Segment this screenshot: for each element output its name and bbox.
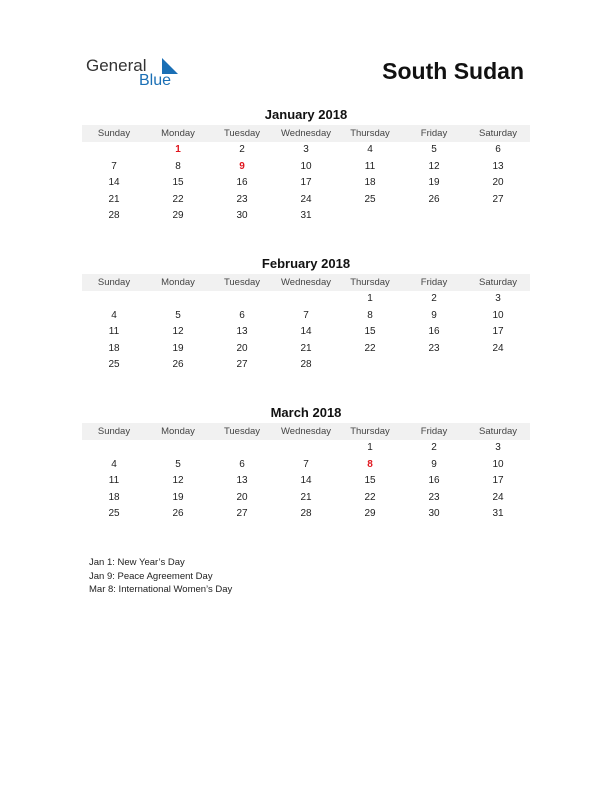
day-cell: 1 [367, 293, 373, 304]
weekday-label: Tuesday [223, 426, 261, 437]
day-cell: 2 [239, 144, 245, 155]
generalblue-logo [86, 56, 186, 92]
day-cell: 15 [172, 177, 184, 189]
month-weeks [82, 440, 530, 523]
week-row [82, 192, 530, 209]
day-cell: 14 [300, 326, 312, 338]
month-january [82, 106, 530, 225]
day-cell: 9 [431, 458, 437, 470]
day-cell: 12 [172, 326, 184, 338]
day-cell: 5 [175, 309, 181, 321]
empty-day-cell [338, 208, 402, 225]
weekday-header [82, 125, 530, 142]
day-cell: 2 [431, 293, 437, 304]
week-row [82, 341, 530, 358]
day-cell: 26 [172, 359, 184, 371]
day-cell: 25 [364, 193, 376, 205]
empty-day-cell [146, 440, 210, 457]
day-cell: 17 [492, 326, 504, 338]
day-cell: 14 [300, 475, 312, 487]
empty-day-cell [210, 440, 274, 457]
month-weeks [82, 142, 530, 225]
logo-blue-text: Blue [139, 72, 172, 89]
weekday-label: Monday [161, 277, 195, 288]
day-cell: 10 [492, 458, 504, 470]
holiday-day-cell: 9 [239, 160, 245, 172]
day-cell: 10 [300, 160, 312, 172]
month-title: January 2018 [264, 107, 348, 122]
day-cell: 23 [428, 491, 440, 503]
month-february [82, 255, 530, 374]
weekday-label: Monday [161, 128, 195, 139]
day-cell: 31 [492, 508, 504, 520]
day-cell: 16 [236, 177, 248, 189]
weekday-header [82, 274, 530, 291]
day-cell: 7 [303, 458, 309, 470]
empty-day-cell [82, 142, 146, 159]
weekday-label: Friday [420, 426, 448, 437]
day-cell: 4 [111, 458, 117, 470]
day-cell: 20 [492, 177, 504, 189]
day-cell: 7 [111, 160, 117, 172]
empty-day-cell [274, 291, 338, 308]
week-row [82, 357, 530, 374]
weekday-label: Thursday [350, 426, 390, 437]
day-cell: 19 [172, 491, 184, 503]
day-cell: 14 [108, 177, 120, 189]
day-cell: 3 [495, 293, 501, 304]
day-cell: 30 [236, 210, 248, 222]
empty-day-cell [466, 208, 530, 225]
week-row [82, 159, 530, 176]
day-cell: 6 [239, 309, 245, 321]
day-cell: 7 [303, 309, 309, 321]
empty-day-cell [402, 208, 466, 225]
day-cell: 12 [428, 160, 440, 172]
day-cell: 21 [300, 342, 312, 354]
week-row [82, 473, 530, 490]
weekday-header [82, 423, 530, 440]
empty-day-cell [210, 291, 274, 308]
month-march [82, 404, 530, 523]
day-cell: 13 [236, 326, 248, 338]
day-cell: 30 [428, 508, 440, 520]
empty-day-cell [402, 357, 466, 374]
day-cell: 20 [236, 491, 248, 503]
day-cell: 29 [172, 210, 184, 222]
week-row [82, 490, 530, 507]
weekday-label: Sunday [97, 426, 131, 437]
day-cell: 20 [236, 342, 248, 354]
day-cell: 17 [492, 475, 504, 487]
holiday-notes [89, 556, 232, 597]
day-cell: 3 [303, 144, 309, 155]
day-cell: 6 [239, 458, 245, 470]
day-cell: 4 [367, 144, 373, 155]
weekday-label: Saturday [478, 128, 518, 139]
weekday-label: Monday [161, 426, 195, 437]
day-cell: 21 [108, 193, 120, 205]
day-cell: 12 [172, 475, 184, 487]
empty-day-cell [274, 440, 338, 457]
day-cell: 22 [172, 193, 184, 205]
day-cell: 25 [108, 508, 120, 520]
day-cell: 27 [492, 193, 504, 205]
day-cell: 17 [300, 177, 312, 189]
weekday-label: Thursday [350, 128, 390, 139]
week-row [82, 506, 530, 523]
day-cell: 18 [108, 491, 120, 503]
day-cell: 5 [175, 458, 181, 470]
day-cell: 15 [364, 475, 376, 487]
logo-general-text: General [86, 56, 147, 75]
day-cell: 19 [428, 177, 440, 189]
empty-day-cell [338, 357, 402, 374]
day-cell: 19 [172, 342, 184, 354]
weekday-label: Friday [420, 128, 448, 139]
day-cell: 26 [428, 193, 440, 205]
week-row [82, 440, 530, 457]
day-cell: 24 [492, 342, 504, 354]
day-cell: 22 [364, 342, 376, 354]
month-weeks [82, 291, 530, 374]
week-row [82, 457, 530, 474]
day-cell: 22 [364, 491, 376, 503]
day-cell: 28 [108, 210, 120, 222]
day-cell: 3 [495, 442, 501, 453]
empty-day-cell [146, 291, 210, 308]
week-row [82, 308, 530, 325]
day-cell: 6 [495, 144, 501, 155]
day-cell: 18 [108, 342, 120, 354]
day-cell: 13 [492, 160, 504, 172]
day-cell: 15 [364, 326, 376, 338]
country-title: South Sudan [382, 58, 524, 84]
day-cell: 31 [300, 210, 312, 222]
month-title: February 2018 [261, 256, 351, 271]
day-cell: 16 [428, 326, 440, 338]
day-cell: 13 [236, 475, 248, 487]
day-cell: 10 [492, 309, 504, 321]
day-cell: 27 [236, 359, 248, 371]
empty-day-cell [82, 291, 146, 308]
day-cell: 5 [431, 144, 437, 155]
day-cell: 11 [108, 326, 120, 338]
day-cell: 24 [492, 491, 504, 503]
weekday-label: Sunday [97, 128, 131, 139]
empty-day-cell [466, 357, 530, 374]
weekday-label: Saturday [478, 277, 518, 288]
day-cell: 28 [300, 508, 312, 520]
day-cell: 27 [236, 508, 248, 520]
week-row [82, 208, 530, 225]
holiday-note: Mar 8: International Women’s Day [89, 584, 233, 595]
day-cell: 9 [431, 309, 437, 321]
holiday-note: Jan 1: New Year’s Day [89, 557, 185, 568]
weekday-label: Wednesday [281, 277, 331, 288]
holiday-day-cell: 8 [367, 458, 373, 470]
week-row [82, 291, 530, 308]
holiday-day-cell: 1 [175, 144, 181, 155]
weekday-label: Wednesday [281, 128, 331, 139]
day-cell: 4 [111, 309, 117, 321]
holiday-note: Jan 9: Peace Agreement Day [89, 570, 213, 582]
week-row [82, 142, 530, 159]
weekday-label: Wednesday [281, 426, 331, 437]
day-cell: 25 [108, 359, 120, 371]
day-cell: 21 [300, 491, 312, 503]
day-cell: 29 [364, 508, 376, 520]
weekday-label: Tuesday [223, 277, 261, 288]
day-cell: 26 [172, 508, 184, 520]
week-row [82, 175, 530, 192]
day-cell: 24 [300, 193, 312, 205]
day-cell: 28 [300, 359, 312, 371]
day-cell: 8 [367, 309, 373, 321]
weekday-label: Tuesday [223, 128, 261, 139]
day-cell: 23 [428, 342, 440, 354]
empty-day-cell [82, 440, 146, 457]
weekday-label: Saturday [478, 426, 518, 437]
day-cell: 2 [431, 442, 437, 453]
day-cell: 8 [175, 160, 181, 172]
weekday-label: Sunday [97, 277, 131, 288]
day-cell: 11 [364, 160, 376, 172]
day-cell: 23 [236, 193, 248, 205]
weekday-label: Thursday [350, 277, 390, 288]
month-title: March 2018 [270, 405, 342, 420]
day-cell: 18 [364, 177, 376, 189]
day-cell: 11 [108, 475, 120, 487]
weekday-label: Friday [420, 277, 448, 288]
day-cell: 16 [428, 475, 440, 487]
week-row [82, 324, 530, 341]
day-cell: 1 [367, 442, 373, 453]
